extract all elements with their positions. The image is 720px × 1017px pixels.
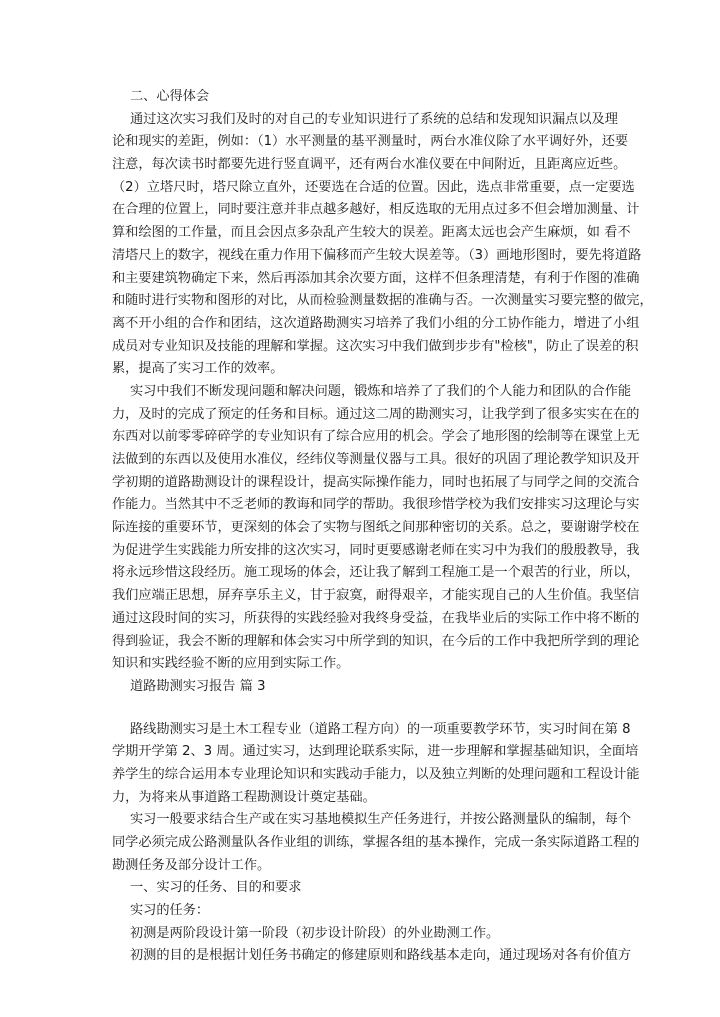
text-line: 实习中我们不断发现问题和解决问题，锻炼和培养了了我们的个人能力和团队的合作能: [130, 383, 632, 399]
text-line: 力，为将来从事道路工程勘测设计奠定基础。: [112, 789, 376, 805]
text-line: 实习一般要求结合生产或在实习基地模拟生产任务进行，并按公路测量队的编制，每个: [130, 812, 632, 828]
text-line: 法做到的东西以及使用水准仪，经纬仪等测量仪器与工具。很好的巩固了理论教学知识及开: [112, 452, 640, 467]
paragraph: [112, 719, 640, 810]
section-heading-reflections: 二、心得体会: [130, 89, 210, 104]
text-line: 初测的目的是根据计划任务书确定的修建原则和路线基本走向，通过现场对各有价值方: [130, 948, 632, 964]
text-line: 我们应端正思想，屏弃享乐主义，甘于寂寞，耐得艰辛，才能实现自己的人生价值。我坚信: [112, 588, 640, 604]
text-line: （2）立塔尺时，塔尺除立直外，还要选在合适的位置。因此，选点非常重要，点一定要选: [112, 179, 635, 195]
text-line: 学初期的道路勘测设计的课程设计，提高实际操作能力，同时也拓展了与同学之间的交流合: [112, 474, 640, 490]
text-line: 东西对以前零零碎碎学的专业知识有了综合应用的机会。学会了地形图的绘制等在课堂上无: [112, 429, 640, 445]
text-line: 勘测任务及部分设计工作。: [112, 857, 271, 873]
section-heading-tasks: 一、实习的任务、目的和要求: [130, 880, 302, 896]
text-line: 论和现实的差距，例如：（1）水平测量的基平测量时，两台水准仪除了水平调好外，还要: [112, 134, 629, 150]
text-line: 养学生的综合运用本专业理论知识和实践动手能力，以及独立判断的处理问题和工程设计能: [112, 766, 640, 782]
subheading-tasks: 实习的任务：: [130, 903, 210, 919]
text-line: 累，提高了实习工作的效率。: [112, 361, 284, 377]
paragraph: [112, 381, 640, 676]
text-line: 得到验证，我会不断的理解和体会实习中所学到的知识，在今后的工作中我把所学到的理论: [112, 633, 640, 649]
spacer: [112, 699, 614, 719]
text-line: 和随时进行实物和图形的对比，从而检验测量数据的准确与否。一次测量实习要完整的做完，: [112, 293, 653, 309]
text-line: 初测是两阶段设计第一阶段（初步设计阶段）的外业勘测工作。: [130, 925, 500, 941]
text-line: 际连接的重要环节，更深刻的体会了实物与图纸之间那种密切的关系。总之，要谢谢学校在: [112, 520, 640, 536]
text-line: 学期开学第 2、3 周。通过实习，达到理论联系实际，进一步理解和掌握基础知识，全面培: [112, 744, 639, 760]
text-line: 算和绘图的工作量，而且会因点多杂乱产生较大的误差。距离太远也会产生麻烦，如 看不: [112, 225, 631, 241]
text-line: 清塔尺上的数字，视线在重力作用下偏移而产生较大误差等。（3）画地形图时，要先将道路: [112, 247, 642, 263]
text-line: 为促进学生实践能力所安排的这次实习，同时更要感谢老师在实习中为我们的殷殷教导，我: [112, 542, 640, 558]
text-line: 和主要建筑物确定下来，然后再添加其余次要方面，这样不但条理清楚，有利于作图的准确: [112, 270, 640, 286]
text-line: 在合理的位置上，同时要注意并非点越多越好，相反选取的无用点过多不但会增加测量、计: [112, 202, 640, 218]
text-line: 通过这次实习我们及时的对自己的专业知识进行了系统的总结和发现知识漏点以及理: [130, 111, 618, 127]
text-line: 作能力。当然其中不乏老师的教诲和同学的帮助。我很珍惜学校为我们安排实习这理论与实: [112, 497, 640, 513]
text-line: 同学必须完成公路测量队各作业组的训练，掌握各组的基本操作，完成一条实际道路工程的: [112, 835, 640, 850]
text-line: 成员对专业知识及技能的理解和掌握。这次实习中我们做到步步有"检核"，防止了误差的积: [112, 338, 639, 354]
text-line: 通过这段时间的实习，所获得的实践经验对我终身受益，在我毕业后的实际工作中将不断的: [112, 610, 640, 626]
paragraph: [112, 109, 653, 381]
document-body: [112, 86, 653, 968]
text-line: 力，及时的完成了预定的任务和目标。通过这二周的勘测实习，让我学到了很多实实在在的: [112, 406, 640, 422]
report-title: 道路勘测实习报告 篇 3: [130, 678, 266, 694]
text-line: 离不开小组的合作和团结，这次道路勘测实习培养了我们小组的分工协作能力，增进了小组: [112, 315, 640, 331]
text-line: 知识和实践经验不断的应用到实际工作。: [112, 656, 350, 672]
text-line: 注意，每次读书时都要先进行竖直调平，还有两台水准仪要在中间附近，且距离应近些。: [112, 157, 627, 173]
text-line: 路线勘测实习是土木工程专业（道路工程方向）的一项重要教学环节，实习时间在第 8: [130, 721, 631, 737]
text-line: 将永远珍惜这段经历。施工现场的体会，还让我了解到工程施工是一个艰苦的行业，所以，: [112, 565, 640, 581]
paragraph: [112, 809, 640, 877]
